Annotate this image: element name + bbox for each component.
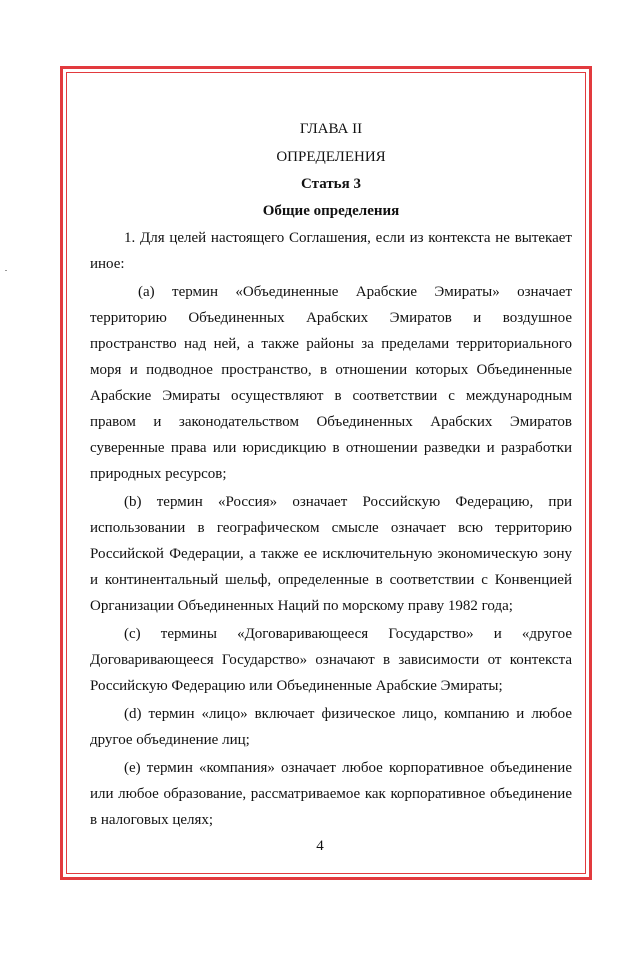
page-number: 4	[316, 838, 324, 854]
article-title: Общие определения	[262, 203, 400, 219]
paragraph-b: (b) термин «Россия» означает Российскую Федерацию, при использовании в географическом смысле означает всю территорию Российской Федерации, а также ее исключительную экономическую зону и континентальный шельф, определенные в соответствии с Конвенцией Организации Объединенных Наций по морскому праву 1982 года;	[90, 494, 572, 614]
article-number: Статья 3	[301, 176, 361, 192]
scan-mark	[5, 270, 7, 271]
chapter-heading: ГЛАВА II	[299, 121, 363, 137]
paragraph-e: (e) термин «компания» означает любое корпоративное объединение или любое образование, рассматриваемое как корпоративное объединение в налоговых целях;	[90, 760, 572, 828]
paragraph-d: (d) термин «лицо» включает физическое лицо, компанию и любое другое объединение лиц;	[90, 706, 572, 748]
paragraph-1: 1. Для целей настоящего Соглашения, если из контекста не вытекает иное:	[90, 230, 572, 272]
document-body	[90, 116, 572, 835]
paragraph-a: (a) термин «Объединенные Арабские Эмираты» означает территорию Объединенных Арабских Эмиратов и воздушное пространство над ней, а также районы за пределами территориального моря и подводное пространство, в отношении которых Объединенные Арабские Эмираты осуществляют в соответствии с международным правом и законодательством Объединенных Арабских Эмиратов суверенные права или юрисдикцию в отношении разведки и разработки природных ресурсов;	[90, 284, 572, 482]
section-title: ОПРЕДЕЛЕНИЯ	[276, 149, 386, 165]
paragraph-c: (c) термины «Договаривающееся Государство» и «другое Договаривающееся Государство» означают в зависимости от контекста Российскую Федерацию или Объединенные Арабские Эмираты;	[90, 626, 572, 694]
